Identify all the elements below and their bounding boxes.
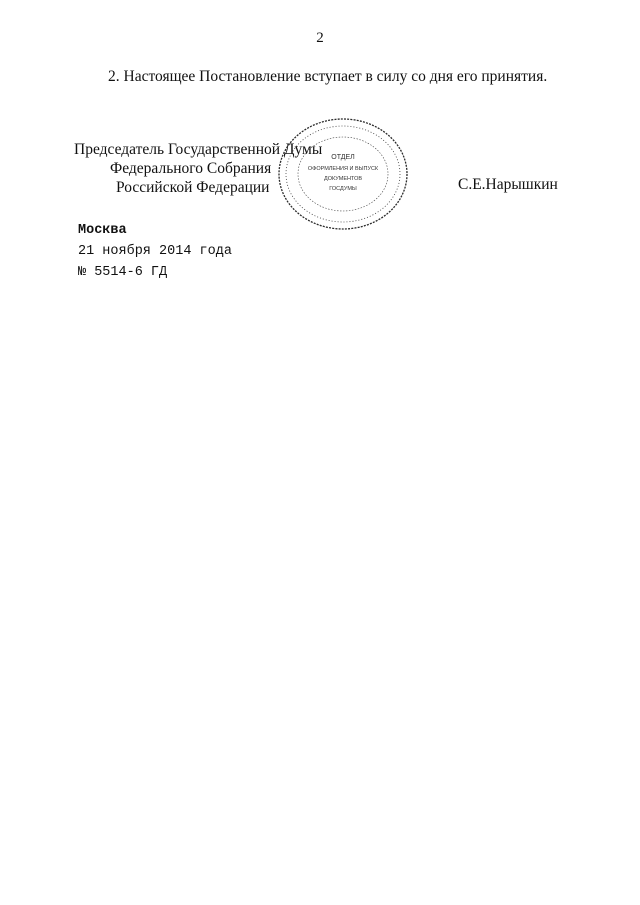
stamp-seal-icon [274, 115, 412, 233]
signature-position-line: Российской Федерации [116, 179, 270, 196]
signer-name: С.Е.Нарышкин [458, 176, 558, 193]
signature-position-line: Федерального Собрания [110, 160, 272, 177]
stamp-text-line: ДОКУМЕНТОВ [323, 176, 363, 182]
place-date-block [78, 220, 232, 283]
stamp-text-line: ГОСДУМЫ [329, 186, 357, 192]
resolution-paragraph: 2. Настоящее Постановление вступает в силу со дня его принятия. [108, 68, 548, 85]
document-number: № 5514-6 ГД [78, 265, 168, 280]
stamp-text-line: ОФОРМЛЕНИЯ И ВЫПУСК [307, 166, 379, 172]
place-city: Москва [78, 223, 127, 238]
signature-position-line: Председатель Государственной Думы [74, 141, 323, 158]
document-date: 21 ноября 2014 года [78, 244, 232, 259]
stamp-text-line: ОТДЕЛ [331, 154, 355, 161]
official-stamp [274, 115, 412, 233]
page-number: 2 [316, 30, 324, 46]
